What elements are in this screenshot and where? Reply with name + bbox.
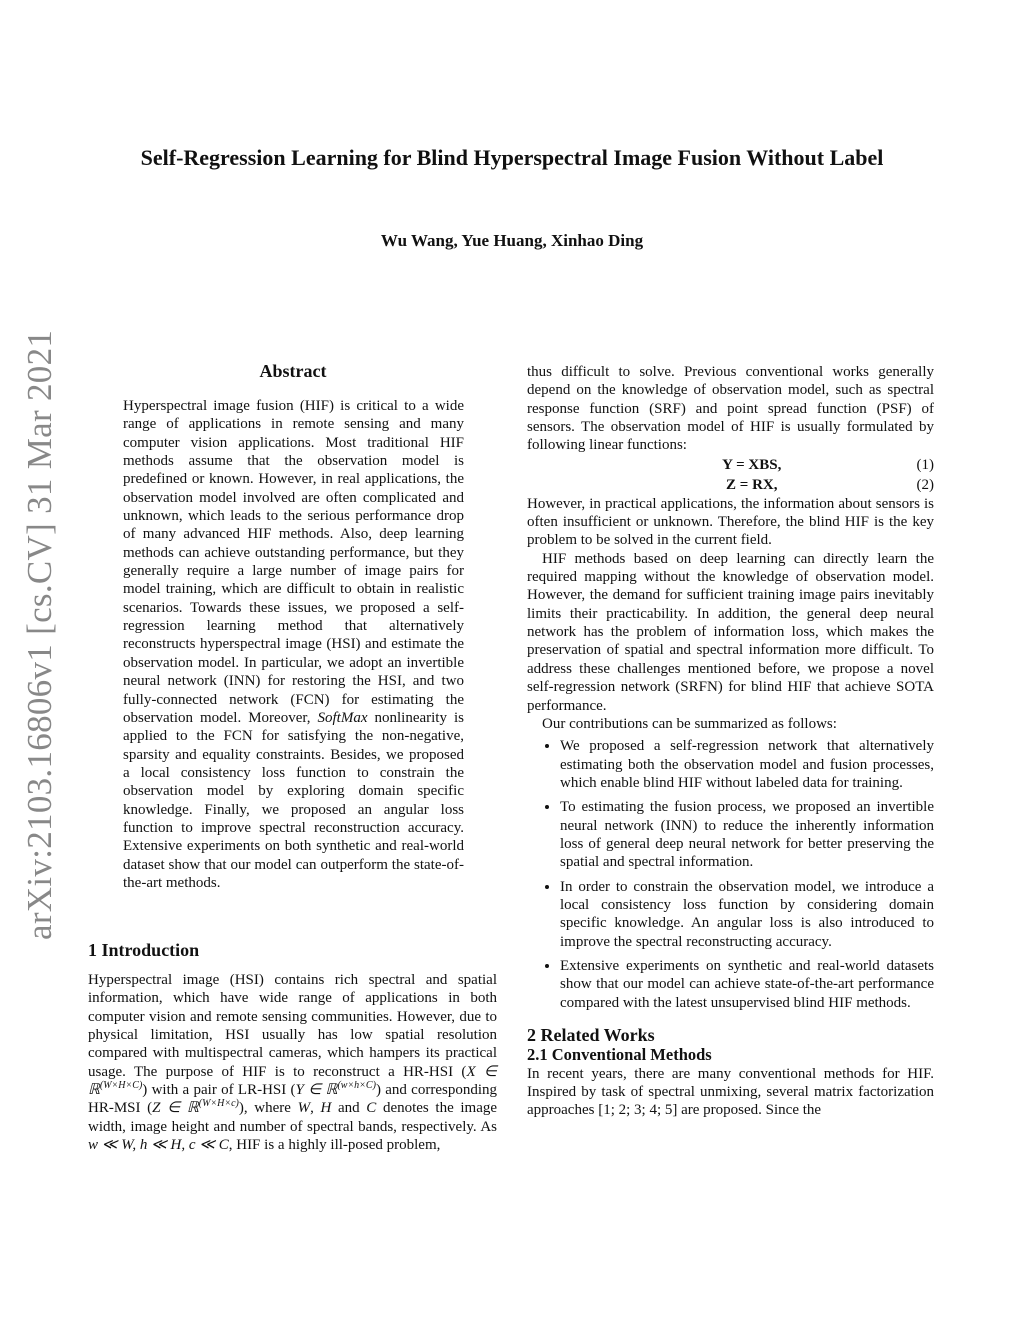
equation-number: (2): [916, 476, 934, 493]
contributions-list: [527, 737, 934, 1012]
math: Z ∈ ℝ: [152, 1100, 199, 1117]
arxiv-stamp: arXiv:2103.16806v1 [cs.CV] 31 Mar 2021: [20, 329, 59, 940]
equation-2: [527, 475, 934, 495]
text: Hyperspectral image (HSI) contains rich spectral and spatial information, which have wide range of applications in both computer vision and remote sensing communities. However, due to physical limitation, HSI usually has low spatial resolution compared with multispectral cameras, which hampers its practical usage. The purpose of HIF is to reconstruct a HR-HSI (: [88, 972, 497, 1080]
list-item: • Extensive experiments on synthetic and real-world datasets show that our model can achieve state-of-the-art performance compared with the latest unsupervised blind HIF methods.: [560, 957, 934, 1012]
math: H: [320, 1100, 332, 1117]
math: X ∈ ℝ: [88, 1063, 498, 1099]
paper-title: Self-Regression Learning for Blind Hyperspectral Image Fusion Without Label: [140, 145, 884, 170]
paragraph: HIF methods based on deep learning can directly learn the required mapping without the knowledge of observation model. However, the demand for sufficient training image pairs inevitably limits their practicability. In addition, the general deep neural network has the problem of information loss, which makes the preservation of spatial and spectral information more difficult. To address these challenges mentioned before, we propose a novel self-regression network (SRFN) for blind HIF that achieve SOTA performance.: [527, 550, 934, 714]
paragraph: thus difficult to solve. Previous conventional works generally depend on the knowledge of observation model, such as spectral response function (SRF) and point spread function (PSF) of sensors. The observation model of HIF is usually formulated by following linear functions:: [527, 364, 934, 454]
list-item: • To estimating the fusion process, we proposed an invertible neural network (INN) to reduce the inherently information loss of general deep neural network for better preserving the spatial and spectral information.: [560, 798, 934, 871]
list-item: • In order to constrain the observation model, we introduce a local consistency loss function by considering domain specific knowledge. An angular loss is also introduced to improve the spectral reconstructing accuracy.: [560, 878, 934, 951]
abstract-heading: Abstract: [259, 361, 327, 381]
right-column: [527, 363, 934, 1120]
text: ) with a pair of LR-HSI (: [142, 1082, 296, 1099]
equation: Z = RX,: [726, 476, 778, 493]
paragraph: In recent years, there are many conventional methods for HIF. Inspired by task of spectral unmixing, several matrix factorization approaches [1; 2; 3; 4; 5] are proposed. Since the: [527, 1065, 934, 1119]
paragraph: Our contributions can be summarized as follows:: [542, 715, 837, 732]
softmax-term: SoftMax: [317, 709, 368, 726]
text: , HIF is a highly ill-posed problem,: [228, 1137, 441, 1154]
abstract-text: nonlinearity is applied to the FCN for satisfying the non-negative, sparsity and equality constraints. Besides, we proposed a local consistency loss function to constrain the observation model by exploring domain specific knowledge. Finally, we proposed an angular loss function to improve spectral reconstruction accuracy. Extensive experiments on both synthetic and real-world dataset show that our model can outperform the state-of-the-art methods.: [123, 709, 464, 891]
math: Y ∈ ℝ: [295, 1082, 338, 1099]
math: (w×h×C): [337, 1080, 376, 1092]
abstract-body: [123, 397, 464, 892]
section-heading-related-works: 2 Related Works: [527, 1025, 655, 1045]
text: and: [331, 1100, 367, 1117]
paragraph: However, in practical applications, the information about sensors is often insufficient or unknown. Therefore, the blind HIF is the key problem to be solved in the current field.: [527, 495, 934, 549]
section-heading-introduction: 1 Introduction: [88, 940, 200, 960]
authors: Wu Wang, Yue Huang, Xinhao Ding: [380, 231, 644, 250]
math: W: [297, 1100, 311, 1117]
equation-1: [527, 455, 934, 475]
math: (W×H×c): [198, 1098, 239, 1110]
math: (W×H×C): [99, 1080, 143, 1092]
subsection-heading: 2.1 Conventional Methods: [527, 1045, 712, 1065]
equation-number: (1): [916, 456, 934, 473]
math: w ≪ W, h ≪ H, c ≪ C: [88, 1137, 229, 1154]
text: denotes the image width, image height and number of spectral bands, respectively. As: [88, 1100, 498, 1135]
introduction-body: [88, 971, 497, 1154]
list-item: • We proposed a self-regression network that alternatively estimating both the observation model and fusion processes, which enable blind HIF without labeled data for training.: [560, 737, 934, 792]
math: C: [366, 1100, 377, 1117]
text: ) and corresponding HR-MSI (: [88, 1082, 497, 1117]
abstract-text: Hyperspectral image fusion (HIF) is critical to a wide range of applications in remote sensing and many computer vision applications. Most traditional HIF methods assume that the observation model is predefined or known. However, in real applications, the observation model involved are often complicated and unknown, which leads to the serious performance drop of many advanced HIF methods. Also, deep learning methods can achieve outstanding performance, but they generally require a large number of image pairs for model training, which are difficult to obtain in realistic scenarios. Towards these issues, we proposed a self-regression learning method that alternatively reconstructs hyperspectral image (HSI) and estimate the observation model. In particular, we adopt an invertible neural network (INN) for restoring the HSI, and two fully-connected network (FCN) for estimating the observation model. Moreover,: [123, 398, 464, 726]
text: ,: [310, 1100, 321, 1117]
text: ), where: [238, 1100, 298, 1117]
equation: Y = XBS,: [722, 456, 782, 473]
